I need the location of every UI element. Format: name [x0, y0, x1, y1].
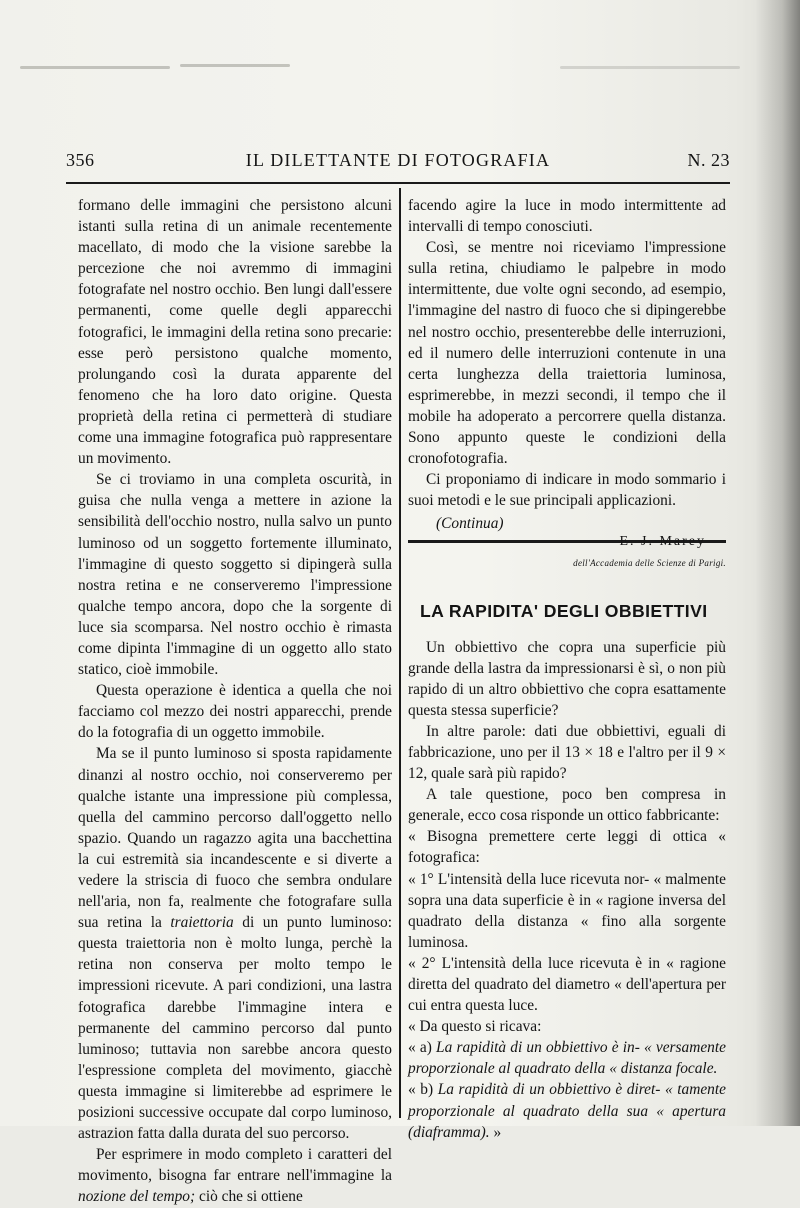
paragraph-text: di un punto luminoso: questa traiettoria non è molto lunga, perchè la retina non conserva per molto tempo le impressioni ricevute. A pari condizioni, una lastra fotografica darebbe l'immagine intera e permanente del cammino percorso dal punto luminoso; tuttavia non sarebbe ancora questo l'espressione completa del movimento, giacchè questa immagine si limiterebbe ad esprimere le posizioni successive occupate dal corpo luminoso, astrazion fatta dalla durata del suo percorso. — [78, 914, 392, 1143]
page-number: 356 — [66, 150, 95, 170]
paragraph: In altre parole: dati due obbiettivi, eguali di fabbricazione, uno per il 13 × 18 e l'altro per il 9 × 12, quale sarà più rapido? — [408, 722, 726, 783]
paragraph — [78, 1144, 392, 1207]
page-edge-shadow — [755, 0, 800, 1126]
journal-title: IL DILETTANTE DI FOTOGRAFIA — [245, 150, 551, 170]
quote-paragraph: « 2° L'intensità della luce ricevuta è in « ragione diretta del quadrato del diametro « dell'apertura per cui entra questa luce. — [408, 954, 726, 1015]
paragraph: Ci proponiamo di indicare in modo sommario i suoi metodi e le sue principali applicazioni. — [408, 471, 726, 510]
paragraph-text: Ma se il punto luminoso si sposta rapidamente dinanzi al nostro occhio, noi conserveremo per qualche istante una impressione più complessa, quella del cammino percorso dall'oggetto nello spazio. Quando un ragazzo agita una bacchettina la cui estremità sia incandescente e si diverte a vedere la striscia di fuoco che sembra ondulare nell'aria, non fa, realmente che fotografare sulla sua retina la — [78, 745, 392, 932]
law-text: La rapidità di un obbiettivo è diret- « tamente proporzionale al quadrato della sua « apertura (diaframma). — [408, 1081, 726, 1141]
author-affiliation: dell'Accademia delle Scienze di Parigi. — [573, 558, 726, 569]
quote-paragraph: « Da questo si ricava: — [408, 1018, 542, 1036]
law-marker: « b) — [408, 1081, 434, 1099]
scan-smudge — [20, 66, 170, 69]
author-name: E. J. Marey — [619, 534, 706, 550]
signature-block — [408, 513, 726, 569]
continua-label: (Continua) — [436, 515, 504, 533]
scan-smudge — [180, 64, 290, 67]
quote-paragraph — [408, 1079, 726, 1142]
closing-quote: » — [493, 1123, 502, 1141]
quoted-laws — [408, 826, 726, 1142]
column-divider — [399, 188, 401, 1118]
italic-term: traiettoria — [170, 914, 234, 932]
page-header — [66, 150, 730, 174]
law-text: La rapidità di un obbiettivo è in- « versamente proporzionale al quadrato della « distanza focale. — [408, 1039, 726, 1078]
paragraph: Così, se mentre noi riceviamo l'impressione sulla retina, chiudiamo le palpebre in modo intermittente, due volte ogni secondo, ad esempio, l'immagine del nastro di fuoco che si dipingerebbe nel nostro occhio, presenterebbe delle interruzioni, ed il numero delle interruzioni contenute in una certa lunghezza della traiettoria luminosa, esprimerebbe, in mezzi secondi, il tempo che il mobile ha adoperato a percorrere quella distanza. Sono appunto queste le condizioni della cronofotografia. — [408, 239, 726, 468]
paragraph: A tale questione, poco ben compresa in generale, ecco cosa risponde un ottico fabbricante: — [408, 786, 726, 825]
issue-number: N. 23 — [687, 150, 730, 170]
header-rule — [66, 182, 730, 184]
paragraph — [78, 743, 392, 1144]
article-title: LA RAPIDITA' DEGLI OBBIETTIVI — [420, 601, 708, 622]
quote-paragraph — [408, 1037, 726, 1079]
quote-paragraph: « 1° L'intensità della luce ricevuta nor- « malmente sopra una data superficie è in « ragione inversa del quadrato della distanza « fino alla sorgente luminosa. — [408, 870, 726, 951]
left-column — [78, 195, 392, 1208]
paragraph-text: ciò che si ottiene — [198, 1188, 303, 1206]
paragraph: Un obbiettivo che copra una superficie più grande della lastra da impressionarsi è sì, o non più rapido di un altro obbiettivo che copra esattamente questa stessa superficie? — [408, 638, 726, 719]
paragraph: formano delle immagini che persistono alcuni istanti sulla retina di un animale recentemente macellato, di modo che la visione sarebbe la percezione che noi avremmo di immagini fotografate nel nostro occhio. Ben lungi dall'essere permanenti, come quelle degli apparecchi fotografici, le immagini della retina sono precarie: esse però persistono qualche momento, prolungando così la durata apparente del fenomeno che ha loro dato origine. Questa proprietà della retina ci permetterà di studiare come una immagine fotografica può rappresentare un movimento. — [78, 197, 392, 468]
paragraph-text: Per esprimere in modo completo i caratteri del movimento, bisogna far entrare nell'immagine la — [78, 1146, 392, 1185]
law-marker: « a) — [408, 1039, 432, 1057]
paragraph: facendo agire la luce in modo intermittente ad intervalli di tempo conosciuti. — [408, 197, 726, 236]
scan-smudge — [560, 66, 740, 69]
right-column — [408, 195, 726, 1143]
quote-paragraph: « Bisogna premettere certe leggi di ottica « fotografica: — [408, 828, 726, 867]
paragraph: Se ci troviamo in una completa oscurità, in guisa che nulla venga a mettere in azione la sensibilità dell'occhio nostro, nulla salvo un punto luminoso od un soggetto fortemente illuminato, l'immagine di questo soggetto si dipingerà sulla nostra retina e ne conserveremo l'impressione qualche tempo ancora, dopo che la sorgente di luce sia scomparsa. Nel nostro occhio è rimasta come dipinta l'immagine di un oggetto allo stato statico, cioè immobile. — [78, 471, 392, 679]
paragraph: Questa operazione è identica a quella che noi facciamo col mezzo dei nostri apparecchi, prende do la fotografia di un oggetto immobile. — [78, 682, 392, 742]
italic-term: nozione del tempo; — [78, 1188, 196, 1206]
